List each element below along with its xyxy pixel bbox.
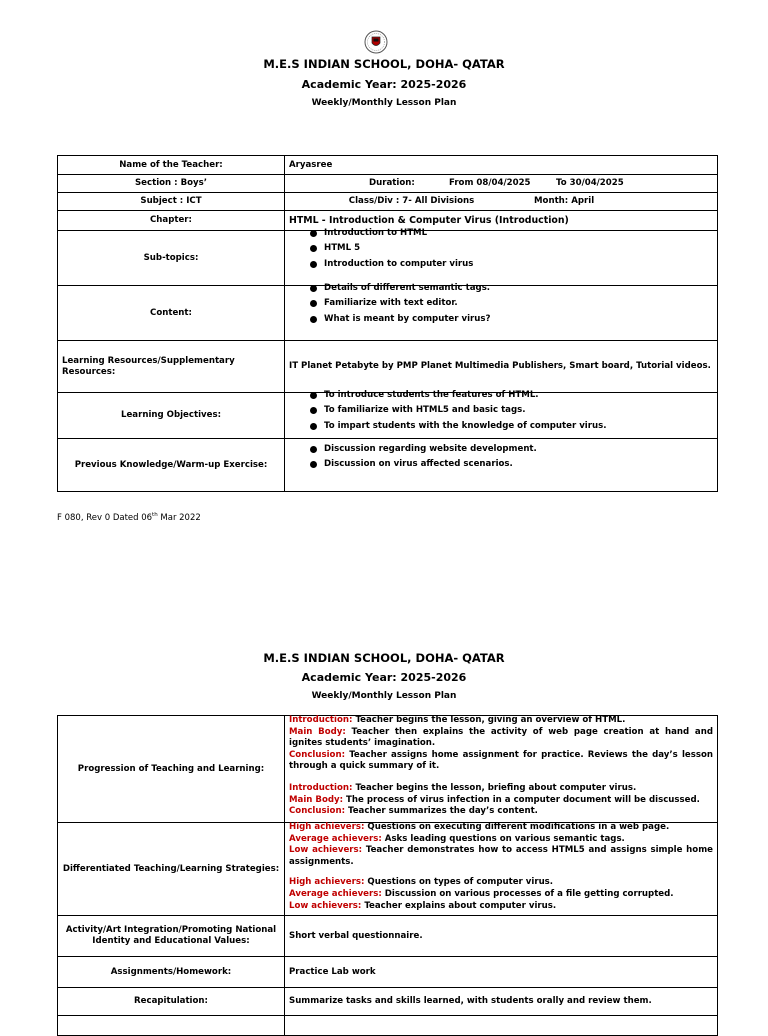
prev-knowledge-cell bbox=[285, 439, 718, 492]
list-item: Discussion on virus affected scenarios. bbox=[289, 457, 713, 472]
content-label: Content: bbox=[58, 286, 285, 341]
form-reference-date: Mar 2022 bbox=[157, 512, 201, 523]
school-name-2: M.E.S INDIAN SCHOOL, DOHA- QATAR bbox=[263, 651, 505, 665]
chapter-value: HTML - Introduction & Computer Virus (Introduction) bbox=[285, 211, 718, 231]
subtopics-cell bbox=[285, 228, 718, 286]
objectives-cell bbox=[285, 390, 718, 439]
progression-intro-key: Introduction: bbox=[289, 715, 353, 725]
list-item: Discussion regarding website development. bbox=[289, 442, 713, 457]
academic-year-2: Academic Year: 2025-2026 bbox=[301, 671, 467, 684]
teacher-label: Name of the Teacher: bbox=[58, 156, 285, 175]
academic-year: Academic Year: 2025-2026 bbox=[301, 78, 467, 91]
duration-cell bbox=[285, 175, 718, 193]
diff-high-text: Questions on types of computer virus. bbox=[364, 877, 554, 888]
form-reference-text: F 080, Rev 0 Dated 06 bbox=[57, 512, 153, 523]
progression-cell bbox=[285, 716, 718, 823]
class-month-cell bbox=[285, 193, 718, 211]
objectives-list bbox=[289, 388, 713, 434]
prev-knowledge-list bbox=[289, 442, 713, 473]
content-cell bbox=[285, 283, 718, 341]
diff-avg-text: Discussion on various processes of a file getting corrupted. bbox=[381, 888, 674, 899]
lesson-plan-table-1 bbox=[57, 155, 718, 492]
plan-type: Weekly/Monthly Lesson Plan bbox=[311, 98, 457, 108]
subtopics-list bbox=[289, 226, 713, 272]
progression-main-key: Main Body: bbox=[289, 794, 344, 805]
progression-conclusion-text: Teacher summarizes the day’s content. bbox=[345, 806, 538, 817]
progression-main-text: Teacher then explains the activity of web page creation at hand and ignites students’ imagination. bbox=[289, 726, 713, 749]
diff-strategies-label: Differentiated Teaching/Learning Strategies: bbox=[58, 823, 285, 916]
progression-label: Progression of Teaching and Learning: bbox=[58, 716, 285, 823]
resources-value: IT Planet Petabyte by PMP Planet Multimedia Publishers, Smart board, Tutorial videos. bbox=[285, 341, 718, 393]
list-item: Details of different semantic tags. bbox=[289, 281, 713, 296]
diff-high-key: High achievers: bbox=[289, 822, 365, 832]
form-reference bbox=[57, 512, 201, 523]
progression-conclusion-text: Teacher assigns home assignment for practice. Reviews the day’s lesson through a quick summary of it. bbox=[289, 749, 713, 772]
teacher-value: Aryasree bbox=[285, 156, 718, 175]
resources-label: Learning Resources/Supplementary Resources: bbox=[58, 341, 285, 393]
progression-intro-text: Teacher begins the lesson, briefing about computer virus. bbox=[352, 782, 637, 793]
assignments-value: Practice Lab work bbox=[285, 957, 718, 988]
activity-label: Activity/Art Integration/Promoting National Identity and Educational Values: bbox=[58, 916, 285, 957]
progression-main-text: The process of virus infection in a computer document will be discussed. bbox=[343, 794, 700, 805]
diff-avg-text: Asks leading questions on various semantic tags. bbox=[381, 833, 625, 844]
chapter-label: Chapter: bbox=[58, 211, 285, 231]
subtopics-label: Sub-topics: bbox=[58, 231, 285, 286]
list-item: What is meant by computer virus? bbox=[289, 312, 713, 327]
duration-to: To 30/04/2025 bbox=[556, 178, 624, 188]
list-item: Familiarize with text editor. bbox=[289, 296, 713, 311]
diff-avg-key: Average achievers: bbox=[289, 888, 382, 899]
progression-intro-text: Teacher begins the lesson, giving an overview of HTML. bbox=[352, 715, 626, 725]
diff-block-2 bbox=[289, 877, 713, 912]
plan-type-2: Weekly/Monthly Lesson Plan bbox=[311, 691, 457, 701]
next-row-value bbox=[285, 1016, 718, 1036]
progression-main-key: Main Body: bbox=[289, 726, 346, 737]
diff-low-text: Teacher explains about computer virus. bbox=[361, 900, 557, 911]
diff-low-key: Low achievers: bbox=[289, 845, 363, 856]
content-list bbox=[289, 281, 713, 327]
diff-low-text: Teacher demonstrates how to access HTML5 and assigns simple home assignments. bbox=[289, 845, 713, 867]
diff-high-key: High achievers: bbox=[289, 877, 365, 888]
list-item: To introduce students the features of HTML. bbox=[289, 388, 713, 403]
recap-label: Recapitulation: bbox=[58, 988, 285, 1016]
recap-value: Summarize tasks and skills learned, with students orally and review them. bbox=[285, 988, 718, 1016]
list-item: Introduction to HTML bbox=[289, 226, 713, 241]
assignments-label: Assignments/Homework: bbox=[58, 957, 285, 988]
progression-conclusion-key: Conclusion: bbox=[289, 806, 346, 817]
diff-block-1 bbox=[289, 822, 713, 868]
form-reference-sup: th bbox=[152, 512, 158, 518]
section-label: Section : Boys’ bbox=[58, 175, 285, 193]
next-row-label bbox=[58, 1016, 285, 1036]
list-item: Introduction to computer virus bbox=[289, 257, 713, 272]
activity-value: Short verbal questionnaire. bbox=[285, 916, 718, 957]
lesson-plan-table-2 bbox=[57, 715, 718, 1036]
school-crest-logo bbox=[362, 29, 390, 55]
progression-block-1 bbox=[289, 715, 713, 773]
progression-intro-key: Introduction: bbox=[289, 782, 353, 793]
progression-conclusion-key: Conclusion: bbox=[289, 749, 346, 760]
diff-strategies-cell bbox=[285, 823, 718, 916]
list-item: HTML 5 bbox=[289, 241, 713, 256]
list-item: To impart students with the knowledge of computer virus. bbox=[289, 419, 713, 434]
progression-block-2 bbox=[289, 783, 713, 818]
class-div: Class/Div : 7- All Divisions bbox=[348, 196, 475, 206]
subject-label: Subject : ICT bbox=[58, 193, 285, 211]
school-name: M.E.S INDIAN SCHOOL, DOHA- QATAR bbox=[263, 57, 505, 71]
duration-label: Duration: bbox=[369, 178, 415, 188]
month: Month: April bbox=[534, 196, 595, 206]
objectives-label: Learning Objectives: bbox=[58, 393, 285, 439]
prev-knowledge-label: Previous Knowledge/Warm-up Exercise: bbox=[58, 439, 285, 492]
diff-low-key: Low achievers: bbox=[289, 900, 362, 911]
list-item: To familiarize with HTML5 and basic tags. bbox=[289, 403, 713, 418]
diff-high-text: Questions on executing different modifications in a web page. bbox=[364, 822, 670, 832]
diff-avg-key: Average achievers: bbox=[289, 833, 382, 844]
duration-from: From 08/04/2025 bbox=[449, 178, 531, 188]
